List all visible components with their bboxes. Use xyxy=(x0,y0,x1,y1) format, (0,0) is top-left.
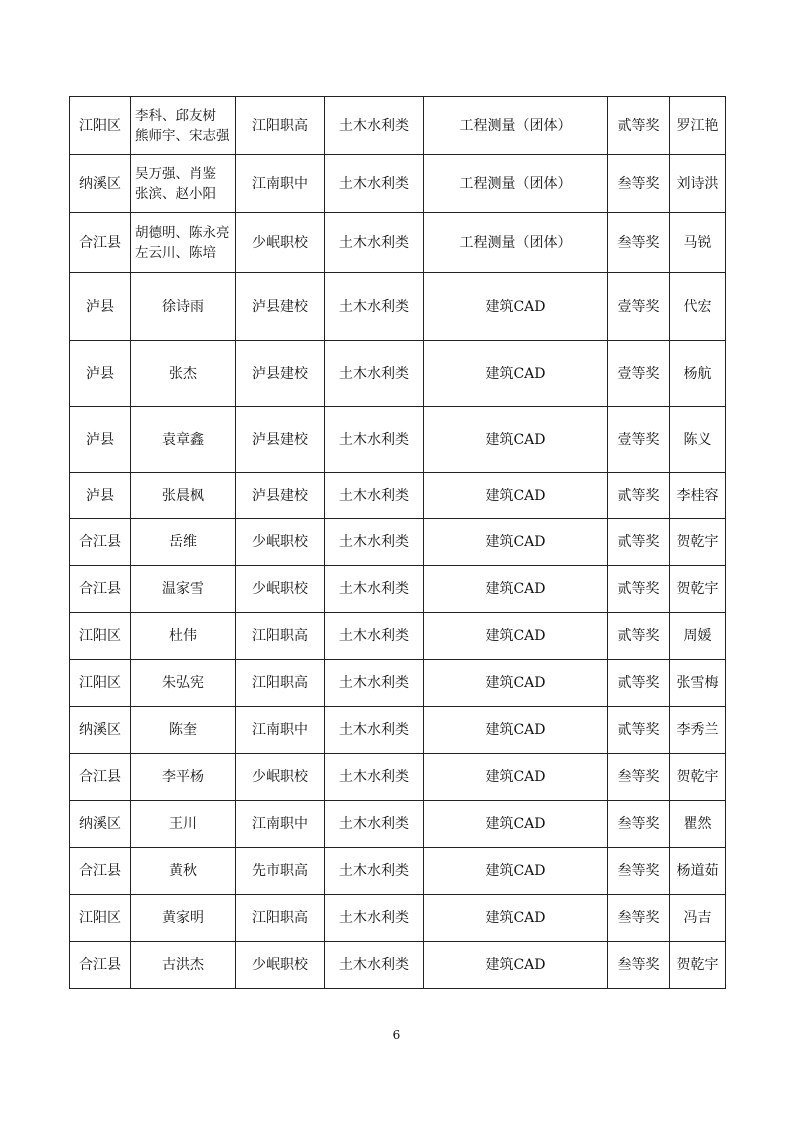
teacher-cell: 李秀兰 xyxy=(670,707,726,754)
participants-cell: 温家雪 xyxy=(131,566,236,613)
teacher-cell: 杨道茹 xyxy=(670,848,726,895)
event-cell: 建筑CAD xyxy=(424,801,608,848)
teacher-cell: 贺乾宇 xyxy=(670,566,726,613)
category-cell: 土木水利类 xyxy=(325,660,424,707)
category-cell: 土木水利类 xyxy=(325,341,424,407)
event-cell: 建筑CAD xyxy=(424,707,608,754)
table-row xyxy=(70,273,726,341)
event-cell: 工程测量（团体） xyxy=(424,97,608,155)
participants-cell: 杜伟 xyxy=(131,613,236,660)
participants-cell: 李科、邱友树 熊师宇、宋志强 xyxy=(131,97,236,155)
district-cell: 合江县 xyxy=(70,754,131,801)
school-cell: 江阳职高 xyxy=(236,660,325,707)
district-cell: 江阳区 xyxy=(70,613,131,660)
award-cell: 壹等奖 xyxy=(608,341,670,407)
school-cell: 江南职中 xyxy=(236,707,325,754)
district-cell: 江阳区 xyxy=(70,660,131,707)
table-row xyxy=(70,848,726,895)
teacher-cell: 杨航 xyxy=(670,341,726,407)
event-cell: 建筑CAD xyxy=(424,660,608,707)
event-cell: 建筑CAD xyxy=(424,341,608,407)
teacher-cell: 代宏 xyxy=(670,273,726,341)
school-cell: 少岷职校 xyxy=(236,754,325,801)
category-cell: 土木水利类 xyxy=(325,273,424,341)
participants-cell: 徐诗雨 xyxy=(131,273,236,341)
school-cell: 泸县建校 xyxy=(236,473,325,519)
district-cell: 合江县 xyxy=(70,566,131,613)
table-row xyxy=(70,155,726,213)
award-cell: 叁等奖 xyxy=(608,801,670,848)
participants-cell: 袁章鑫 xyxy=(131,407,236,473)
table-row xyxy=(70,407,726,473)
event-cell: 建筑CAD xyxy=(424,519,608,566)
table-row xyxy=(70,613,726,660)
district-cell: 纳溪区 xyxy=(70,707,131,754)
district-cell: 合江县 xyxy=(70,213,131,273)
table-body xyxy=(70,97,726,989)
district-cell: 泸县 xyxy=(70,273,131,341)
award-cell: 叁等奖 xyxy=(608,848,670,895)
award-cell: 贰等奖 xyxy=(608,566,670,613)
teacher-cell: 马锐 xyxy=(670,213,726,273)
participants-cell: 李平杨 xyxy=(131,754,236,801)
table-row xyxy=(70,707,726,754)
teacher-cell: 张雪梅 xyxy=(670,660,726,707)
award-cell: 贰等奖 xyxy=(608,613,670,660)
school-cell: 江阳职高 xyxy=(236,613,325,660)
table-row xyxy=(70,942,726,989)
participants-cell: 朱弘宪 xyxy=(131,660,236,707)
teacher-cell: 贺乾宇 xyxy=(670,942,726,989)
category-cell: 土木水利类 xyxy=(325,519,424,566)
table-row xyxy=(70,97,726,155)
category-cell: 土木水利类 xyxy=(325,942,424,989)
event-cell: 工程测量（团体） xyxy=(424,155,608,213)
participants-cell: 黄家明 xyxy=(131,895,236,942)
school-cell: 少岷职校 xyxy=(236,213,325,273)
participants-cell: 岳维 xyxy=(131,519,236,566)
event-cell: 建筑CAD xyxy=(424,407,608,473)
teacher-cell: 陈义 xyxy=(670,407,726,473)
school-cell: 泸县建校 xyxy=(236,273,325,341)
district-cell: 泸县 xyxy=(70,341,131,407)
event-cell: 建筑CAD xyxy=(424,273,608,341)
school-cell: 少岷职校 xyxy=(236,566,325,613)
teacher-cell: 李桂容 xyxy=(670,473,726,519)
award-cell: 贰等奖 xyxy=(608,707,670,754)
district-cell: 合江县 xyxy=(70,848,131,895)
teacher-cell: 刘诗洪 xyxy=(670,155,726,213)
award-cell: 叁等奖 xyxy=(608,895,670,942)
participants-cell: 古洪杰 xyxy=(131,942,236,989)
award-cell: 壹等奖 xyxy=(608,273,670,341)
district-cell: 泸县 xyxy=(70,473,131,519)
event-cell: 建筑CAD xyxy=(424,613,608,660)
teacher-cell: 贺乾宇 xyxy=(670,519,726,566)
category-cell: 土木水利类 xyxy=(325,473,424,519)
category-cell: 土木水利类 xyxy=(325,213,424,273)
teacher-cell: 周媛 xyxy=(670,613,726,660)
school-cell: 泸县建校 xyxy=(236,407,325,473)
award-cell: 贰等奖 xyxy=(608,473,670,519)
category-cell: 土木水利类 xyxy=(325,566,424,613)
page-number: 6 xyxy=(392,1028,401,1042)
table-row xyxy=(70,566,726,613)
event-cell: 工程测量（团体） xyxy=(424,213,608,273)
event-cell: 建筑CAD xyxy=(424,754,608,801)
event-cell: 建筑CAD xyxy=(424,473,608,519)
table-row xyxy=(70,895,726,942)
teacher-cell: 瞿然 xyxy=(670,801,726,848)
participants-cell: 张杰 xyxy=(131,341,236,407)
participants-cell: 吴万强、肖鉴 张滨、赵小阳 xyxy=(131,155,236,213)
event-cell: 建筑CAD xyxy=(424,895,608,942)
district-cell: 合江县 xyxy=(70,519,131,566)
category-cell: 土木水利类 xyxy=(325,155,424,213)
district-cell: 合江县 xyxy=(70,942,131,989)
award-cell: 叁等奖 xyxy=(608,754,670,801)
category-cell: 土木水利类 xyxy=(325,801,424,848)
school-cell: 少岷职校 xyxy=(236,519,325,566)
teacher-cell: 贺乾宇 xyxy=(670,754,726,801)
category-cell: 土木水利类 xyxy=(325,754,424,801)
category-cell: 土木水利类 xyxy=(325,613,424,660)
table-row xyxy=(70,754,726,801)
participants-cell: 陈奎 xyxy=(131,707,236,754)
school-cell: 先市职高 xyxy=(236,848,325,895)
award-cell: 贰等奖 xyxy=(608,97,670,155)
school-cell: 江南职中 xyxy=(236,155,325,213)
event-cell: 建筑CAD xyxy=(424,848,608,895)
award-cell: 贰等奖 xyxy=(608,660,670,707)
category-cell: 土木水利类 xyxy=(325,707,424,754)
table-row xyxy=(70,519,726,566)
table-row xyxy=(70,341,726,407)
participants-cell: 张晨枫 xyxy=(131,473,236,519)
award-cell: 叁等奖 xyxy=(608,155,670,213)
table-row xyxy=(70,473,726,519)
category-cell: 土木水利类 xyxy=(325,848,424,895)
participants-cell: 黄秋 xyxy=(131,848,236,895)
teacher-cell: 罗江艳 xyxy=(670,97,726,155)
school-cell: 江阳职高 xyxy=(236,895,325,942)
participants-cell: 胡德明、陈永亮 左云川、陈培 xyxy=(131,213,236,273)
table-row xyxy=(70,213,726,273)
district-cell: 江阳区 xyxy=(70,97,131,155)
district-cell: 纳溪区 xyxy=(70,801,131,848)
table-row xyxy=(70,801,726,848)
event-cell: 建筑CAD xyxy=(424,566,608,613)
teacher-cell: 冯吉 xyxy=(670,895,726,942)
award-cell: 叁等奖 xyxy=(608,213,670,273)
school-cell: 泸县建校 xyxy=(236,341,325,407)
category-cell: 土木水利类 xyxy=(325,97,424,155)
district-cell: 纳溪区 xyxy=(70,155,131,213)
school-cell: 少岷职校 xyxy=(236,942,325,989)
table-row xyxy=(70,660,726,707)
district-cell: 江阳区 xyxy=(70,895,131,942)
award-cell: 贰等奖 xyxy=(608,519,670,566)
school-cell: 江阳职高 xyxy=(236,97,325,155)
award-cell: 壹等奖 xyxy=(608,407,670,473)
participants-cell: 王川 xyxy=(131,801,236,848)
category-cell: 土木水利类 xyxy=(325,407,424,473)
district-cell: 泸县 xyxy=(70,407,131,473)
category-cell: 土木水利类 xyxy=(325,895,424,942)
award-cell: 叁等奖 xyxy=(608,942,670,989)
school-cell: 江南职中 xyxy=(236,801,325,848)
event-cell: 建筑CAD xyxy=(424,942,608,989)
award-table xyxy=(69,96,726,989)
